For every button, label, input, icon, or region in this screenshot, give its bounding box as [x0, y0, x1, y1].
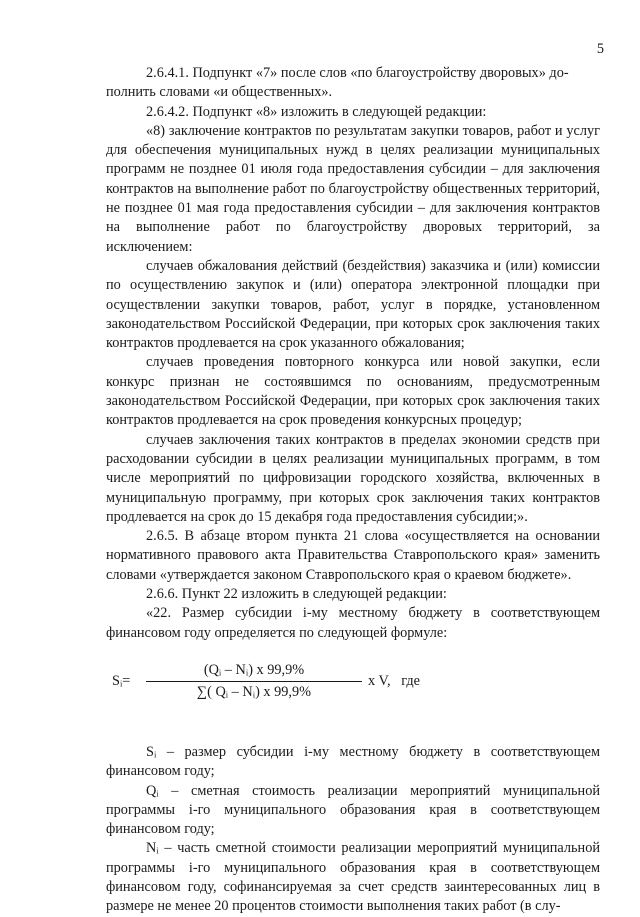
formula-denominator: ∑( Qᵢ – Nᵢ) x 99,9%	[196, 684, 312, 701]
paragraph: 2.6.4.1. Подпункт «7» после слов «по благоустройству дворовых» до-	[146, 65, 569, 81]
paragraph: Sᵢ – размер субсидии i-му местному бюджету в соответствующем финансовом году;	[106, 743, 600, 780]
subsidy-formula	[106, 661, 600, 705]
paragraph: полнить словами «и общественных».	[106, 84, 333, 101]
document-body	[106, 64, 600, 917]
paragraph: 2.6.5. В абзаце втором пункта 21 слова «осуществляется на основании нормативного правового акта Правительства Ставропольского края» заменить словами «утверждается законом Ставропольского края о краевом бюджете».	[106, 528, 600, 583]
paragraphs-bottom	[106, 743, 600, 917]
paragraph: Qᵢ – сметная стоимость реализации мероприятий муниципальной программы i-го муниципального образования края в соответствующем финансовом году;	[106, 782, 600, 838]
page-number: 5	[596, 41, 604, 57]
formula-fraction	[146, 661, 362, 703]
paragraph: случаев заключения таких контрактов в пределах экономии средств при расходовании субсидии в целях реализации муниципальных программ, в том числе мероприятий по цифровизации городского хозяйства, включенных в муниципальную программу, при которых срок заключения таких контрактов продлевается на срок до 15 декабря года предоставления субсидии;».	[106, 431, 600, 525]
paragraph: случаев проведения повторного конкурса или новой закупки, если конкурс признан не состоявшимся по основаниям, предусмотренным законодательством Российской Федерации, при которых срок заключения таких контрактов продлевается на срок проведения конкурсных процедур;	[106, 354, 600, 429]
paragraphs-top	[106, 64, 600, 643]
formula-tail: x V, где	[368, 672, 421, 689]
paragraph: 2.6.6. Пункт 22 изложить в следующей редакции:	[146, 586, 447, 603]
formula-lhs: Sᵢ=	[112, 672, 131, 689]
paragraph: 2.6.4.2. Подпункт «8» изложить в следующей редакции:	[146, 103, 487, 120]
paragraph: «22. Размер субсидии i-му местному бюджету в соответствующем финансовом году определяется по следующей формуле:	[106, 605, 600, 641]
paragraph: Nᵢ – часть сметной стоимости реализации мероприятий муниципальной программы i-го муниципального образования края в соответствующем финансовом году, софинансируемая за счет средств заинтересованных лиц в размере не менее 20 процентов стоимости выполнения таких работ (в слу-	[106, 840, 600, 915]
formula-numerator: (Qᵢ – Nᵢ) x 99,9%	[146, 661, 362, 682]
paragraph: «8) заключение контрактов по результатам закупки товаров, работ и услуг для обеспечения муниципальных нужд в целях реализации муниципальных программ не позднее 01 июля года предоставления субсидии – для заключения контрактов на выполнение работ по благоустройству общественных территорий, не позднее 01 мая года предоставления субсидии – для заключения контрактов на выполнение работ по благоустройству дворовых территорий, за исключением:	[106, 122, 600, 255]
paragraph: случаев обжалования действий (бездействия) заказчика и (или) комиссии по осуществлению закупок и (или) оператора электронной площадки при осуществлении закупки товаров, работ, услуг в порядке, установленном законодательством Российской Федерации, при которых срок заключения таких контрактов продлевается на срок указанного обжалования;	[106, 257, 600, 352]
